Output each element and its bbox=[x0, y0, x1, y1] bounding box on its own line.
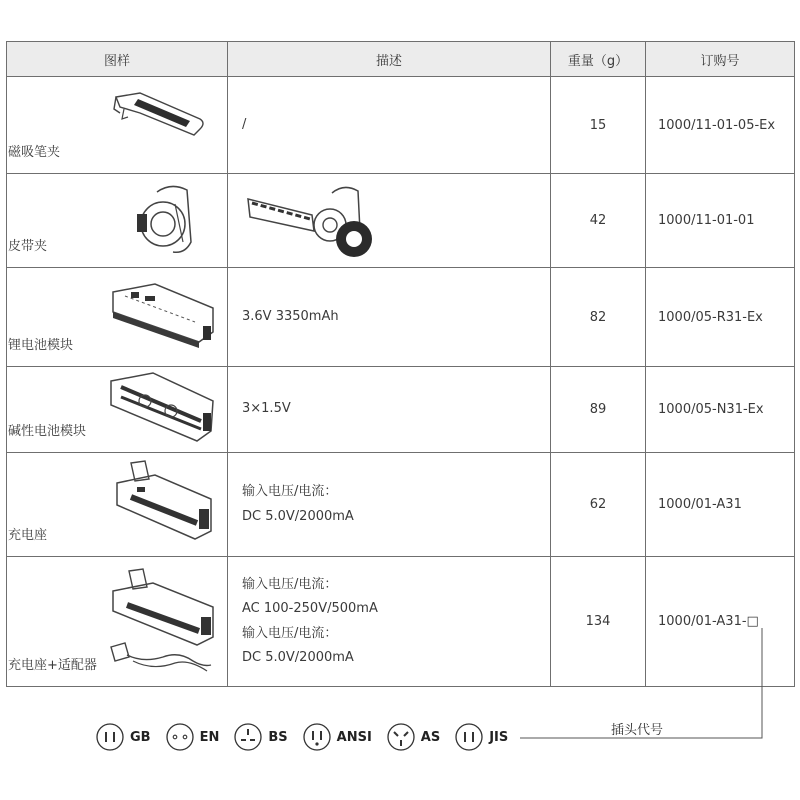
description-cell bbox=[228, 268, 551, 367]
en-plug-icon bbox=[165, 722, 195, 752]
table-row bbox=[7, 367, 795, 453]
belt-clip-image bbox=[127, 182, 207, 262]
image-cell bbox=[7, 268, 228, 367]
header-weight: 重量（g） bbox=[551, 42, 646, 77]
weight-cell: 134 bbox=[551, 557, 646, 687]
charging-base-adapter-image bbox=[103, 567, 219, 679]
description-line: 输入电压/电流： bbox=[242, 484, 338, 499]
charging-base-image bbox=[111, 459, 215, 543]
table-row bbox=[7, 174, 795, 268]
plug-en bbox=[165, 722, 220, 752]
weight-cell: 15 bbox=[551, 77, 646, 174]
image-cell bbox=[7, 174, 228, 268]
table-header-row bbox=[7, 42, 795, 77]
item-name: 充电座+适配器 bbox=[8, 658, 97, 673]
description-cell bbox=[228, 557, 551, 687]
plug-code-connector-line bbox=[520, 620, 770, 750]
weight-cell: 89 bbox=[551, 367, 646, 453]
order-number-cell: 1000/01-A31-□ bbox=[646, 557, 795, 687]
belt-clip-mounted-image bbox=[242, 181, 382, 261]
table-row bbox=[7, 77, 795, 174]
weight-cell: 62 bbox=[551, 453, 646, 557]
lithium-battery-module-image bbox=[105, 282, 217, 352]
ansi-plug-icon bbox=[302, 722, 332, 752]
plug-gb bbox=[95, 722, 151, 752]
plug-jis bbox=[454, 722, 508, 752]
description-line: 3×1.5V bbox=[242, 401, 291, 417]
description-cell bbox=[228, 367, 551, 453]
image-cell bbox=[7, 453, 228, 557]
plug-code: AS bbox=[420, 729, 441, 745]
weight-cell: 82 bbox=[551, 268, 646, 367]
order-number-cell: 1000/11-01-05-Ex bbox=[646, 77, 795, 174]
description-line: / bbox=[242, 116, 247, 132]
description-line: DC 5.0V/2000mA bbox=[242, 508, 354, 524]
item-name: 碱性电池模块 bbox=[8, 424, 87, 439]
item-name: 皮带夹 bbox=[8, 239, 48, 254]
plug-code: ANSI bbox=[336, 729, 372, 745]
header-image: 图样 bbox=[7, 42, 228, 77]
description-line: 输入电压/电流： bbox=[242, 625, 338, 641]
bs-plug-icon bbox=[233, 722, 263, 752]
gb-plug-icon bbox=[95, 722, 125, 752]
description-line: 输入电压/电流： bbox=[242, 576, 338, 592]
table-row bbox=[7, 453, 795, 557]
order-number-cell: 1000/01-A31 bbox=[646, 453, 795, 557]
alkaline-battery-module-image bbox=[105, 371, 217, 445]
plug-code: GB bbox=[130, 729, 151, 745]
order-number-cell: 1000/11-01-01 bbox=[646, 174, 795, 268]
plug-ansi bbox=[302, 722, 372, 752]
plug-code: JIS bbox=[489, 729, 509, 745]
accessory-table bbox=[6, 41, 795, 687]
image-cell bbox=[7, 77, 228, 174]
description-line: DC 5.0V/2000mA bbox=[242, 650, 354, 665]
header-description: 描述 bbox=[228, 42, 551, 77]
description-line: AC 100-250V/500mA bbox=[242, 601, 378, 616]
image-cell bbox=[7, 367, 228, 453]
order-number-cell: 1000/05-R31-Ex bbox=[646, 268, 795, 367]
image-cell bbox=[7, 557, 228, 687]
plug-code: BS bbox=[268, 729, 288, 745]
plug-as bbox=[386, 722, 440, 752]
plug-type-legend bbox=[95, 722, 522, 752]
jis-plug-icon bbox=[454, 722, 484, 752]
description-cell bbox=[228, 453, 551, 557]
plug-code-note: 插头代号 bbox=[611, 723, 664, 738]
table-row bbox=[7, 268, 795, 367]
item-name: 充电座 bbox=[8, 528, 48, 543]
order-number-cell: 1000/05-N31-Ex bbox=[646, 367, 795, 453]
weight-cell: 42 bbox=[551, 174, 646, 268]
description-line: 3.6V 3350mAh bbox=[242, 308, 339, 324]
plug-bs bbox=[233, 722, 287, 752]
item-name: 锂电池模块 bbox=[8, 338, 74, 353]
item-name: 磁吸笔夹 bbox=[8, 145, 61, 160]
as-plug-icon bbox=[386, 722, 416, 752]
description-cell bbox=[228, 174, 551, 268]
header-order-number: 订购号 bbox=[646, 42, 795, 77]
plug-code: EN bbox=[199, 729, 220, 745]
description-cell bbox=[228, 77, 551, 174]
magnetic-pen-clip-image bbox=[110, 89, 208, 141]
